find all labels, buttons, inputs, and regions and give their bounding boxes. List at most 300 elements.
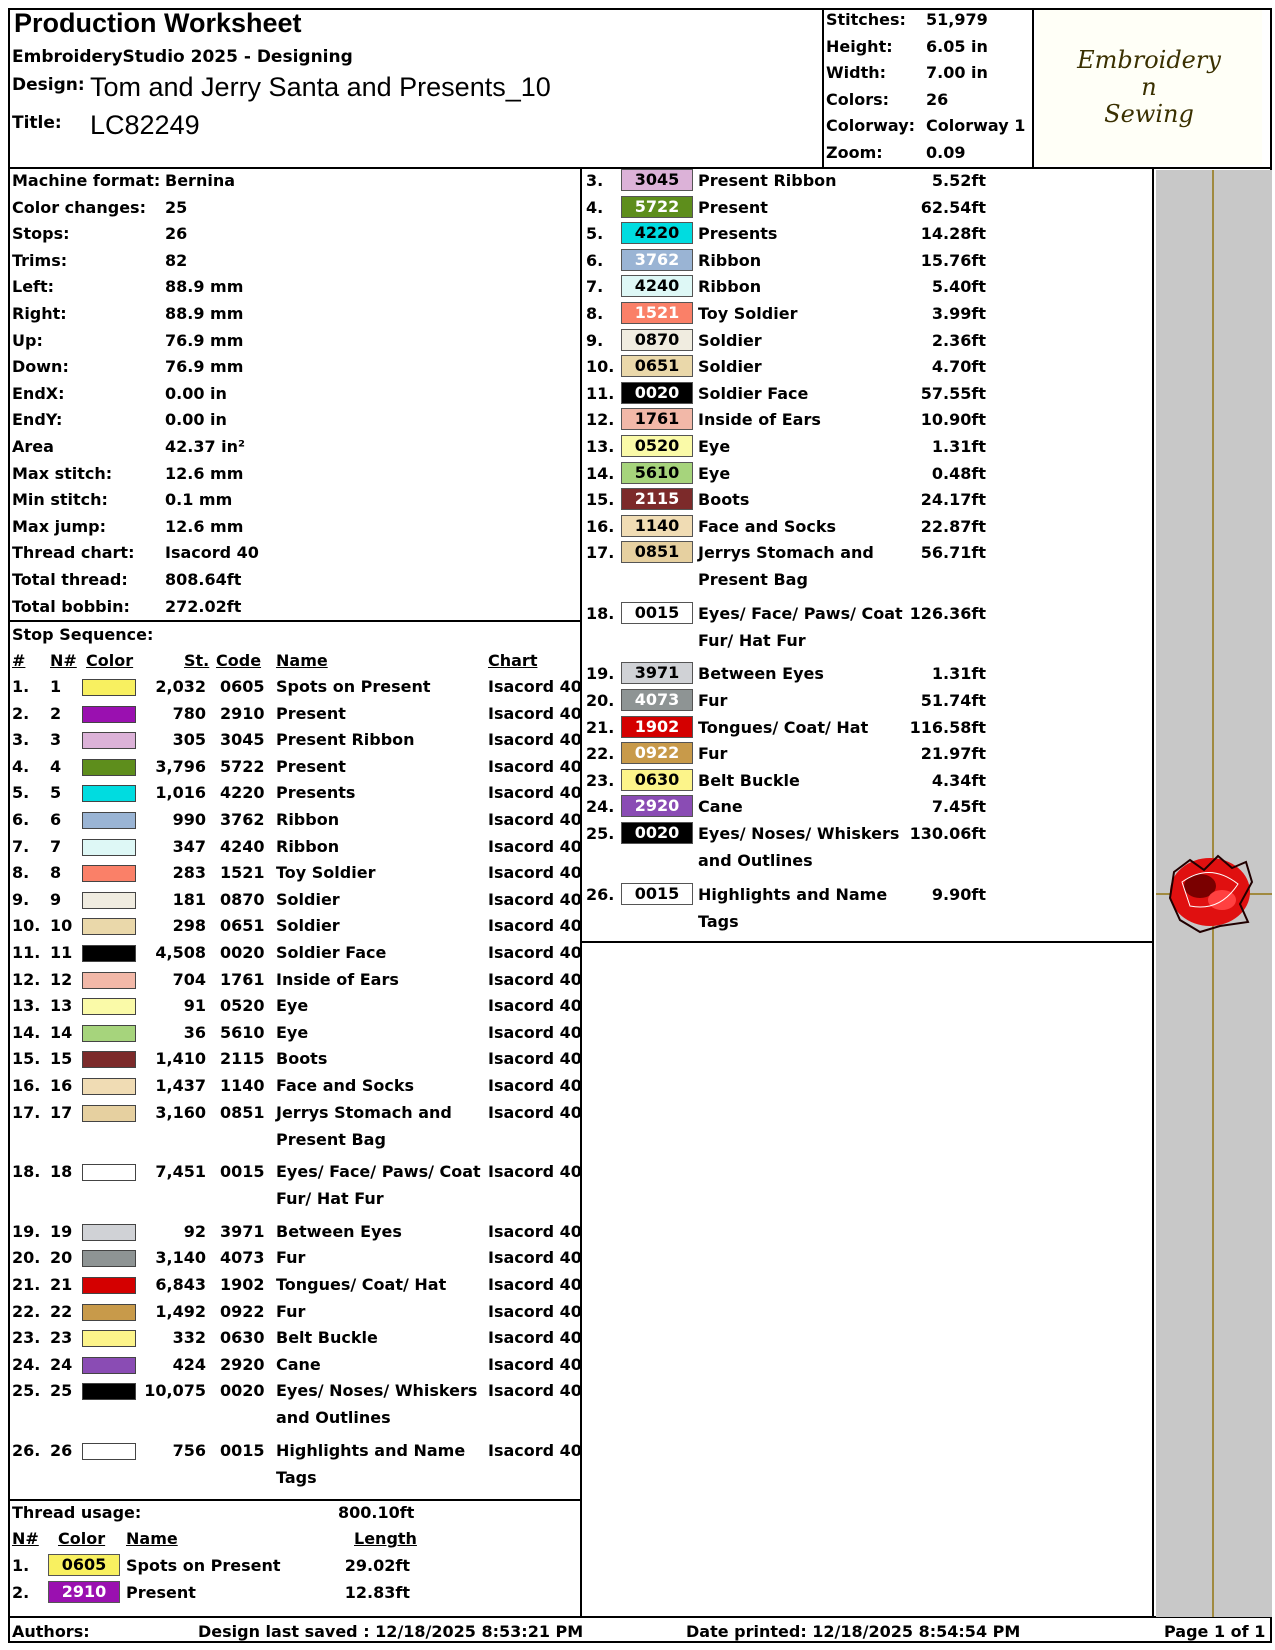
color-name: Eye: [698, 437, 731, 456]
row-needle: 9: [50, 889, 62, 909]
logo: [1036, 10, 1262, 165]
color-length: 130.06ft: [909, 824, 986, 843]
row-chart: Isacord 40: [488, 1301, 582, 1321]
row-code: 4220: [220, 783, 265, 803]
row-name: Present: [276, 703, 346, 723]
color-number: 16.: [586, 516, 615, 536]
row-needle: 4: [50, 756, 62, 776]
row-name: Toy Soldier: [276, 863, 376, 883]
row-name: Inside of Ears: [276, 969, 399, 989]
row-code: 1521: [220, 863, 265, 883]
info-label: Max jump:: [12, 516, 107, 536]
row-needle: 23: [50, 1328, 73, 1348]
color-number: 11.: [586, 383, 615, 403]
color-code-chip: 0922: [621, 742, 693, 764]
row-number: 26.: [12, 1441, 41, 1460]
stats-divider: [822, 8, 824, 168]
row-name: Fur: [276, 1301, 306, 1321]
color-number: 5.: [586, 224, 604, 244]
row-number: 8.: [12, 863, 30, 883]
row-needle: 25: [50, 1381, 73, 1401]
color-number: 8.: [586, 304, 604, 323]
info-value: 76.9 mm: [165, 357, 244, 377]
row-name: Eyes/ Face/ Paws/ Coat: [276, 1162, 481, 1182]
info-label: Machine format:: [12, 171, 161, 190]
color-number: 25.: [586, 824, 615, 843]
usage-header-length: Length: [354, 1529, 417, 1548]
col-header-color: Color: [86, 651, 134, 670]
row-name: Present: [276, 756, 346, 776]
row-needle: 6: [50, 810, 62, 829]
color-swatch: [82, 1357, 136, 1374]
color-code-chip: 4240: [621, 275, 693, 297]
frame-bottom: [8, 1641, 1272, 1643]
row-number: 1.: [12, 677, 30, 696]
color-name: Eyes/ Noses/ Whiskers: [698, 824, 900, 843]
color-number: 4.: [586, 197, 604, 217]
color-length: 56.71ft: [920, 543, 986, 563]
color-code-chip: 5722: [621, 196, 693, 218]
row-stitches: 1,492: [155, 1301, 206, 1321]
row-name: Boots: [276, 1049, 328, 1069]
color-code-chip: 1521: [621, 302, 693, 324]
color-swatch: [82, 972, 136, 989]
color-number: 13.: [586, 437, 615, 456]
info-label: Max stitch:: [12, 463, 113, 483]
color-swatch: [82, 1105, 136, 1122]
row-number: 21.: [12, 1275, 41, 1294]
row-chart: Isacord 40: [488, 1221, 582, 1241]
color-number: 24.: [586, 797, 615, 817]
row-needle: 8: [50, 863, 62, 883]
color-code-chip: 3045: [621, 169, 693, 191]
row-code: 0630: [220, 1328, 265, 1348]
row-number: 22.: [12, 1301, 41, 1321]
info-label: Total bobbin:: [12, 596, 130, 616]
row-number: 23.: [12, 1328, 41, 1348]
color-swatch: [82, 1443, 136, 1460]
sequence-divider: [8, 1499, 581, 1501]
usage-header-n: N#: [12, 1529, 39, 1548]
color-code-chip: 0851: [621, 541, 693, 563]
color-length: 57.55ft: [920, 383, 986, 403]
row-code: 0922: [220, 1301, 265, 1321]
row-code: 0015: [220, 1441, 265, 1460]
color-name: Ribbon: [698, 250, 762, 270]
info-label: EndY:: [12, 410, 63, 430]
col-header-n: N#: [50, 651, 77, 670]
stat-value-colorway: Colorway 1: [926, 116, 1026, 135]
color-length: 21.97ft: [920, 744, 986, 764]
color-name: Fur: [698, 691, 728, 710]
row-stitches: 756: [172, 1441, 206, 1460]
info-label: Trims:: [12, 250, 68, 270]
row-chart: Isacord 40: [488, 783, 582, 803]
usage-name: Spots on Present: [126, 1556, 281, 1575]
row-needle: 12: [50, 969, 73, 989]
color-length: 24.17ft: [920, 490, 986, 510]
info-value: 272.02ft: [165, 596, 242, 616]
info-value: 42.37 in²: [165, 437, 246, 456]
row-chart: Isacord 40: [488, 1328, 582, 1348]
row-code: 3762: [220, 810, 265, 829]
row-number: 24.: [12, 1354, 41, 1374]
color-length: 2.36ft: [931, 330, 986, 350]
row-number: 4.: [12, 756, 30, 776]
row-number: 11.: [12, 943, 41, 962]
row-number: 12.: [12, 969, 41, 989]
row-code: 2910: [220, 703, 265, 723]
color-name: Present: [698, 197, 768, 217]
color-number: 14.: [586, 463, 615, 483]
row-number: 25.: [12, 1381, 41, 1401]
row-chart: Isacord 40: [488, 1102, 582, 1122]
row-needle: 2: [50, 703, 62, 723]
info-value: 12.6 mm: [165, 516, 244, 536]
color-number: 23.: [586, 770, 615, 790]
row-name: Eyes/ Noses/ Whiskers: [276, 1381, 478, 1401]
row-name-continued: and Outlines: [276, 1408, 391, 1428]
row-stitches: 3,140: [155, 1248, 206, 1268]
row-name: Soldier: [276, 889, 340, 909]
preview-divider: [1152, 167, 1154, 1617]
footer-authors: Authors:: [12, 1622, 90, 1641]
row-code: 1761: [220, 969, 265, 989]
info-value: 0.1 mm: [165, 490, 233, 510]
usage-length: 29.02ft: [344, 1556, 410, 1575]
color-name: Ribbon: [698, 277, 762, 297]
color-length: 15.76ft: [920, 250, 986, 270]
color-name: Soldier Face: [698, 383, 809, 403]
color-swatch: [82, 1277, 136, 1294]
color-length: 22.87ft: [920, 516, 986, 536]
row-needle: 5: [50, 783, 62, 803]
color-swatch: [82, 732, 136, 749]
row-chart: Isacord 40: [488, 943, 582, 962]
row-chart: Isacord 40: [488, 1076, 582, 1095]
row-chart: Isacord 40: [488, 810, 582, 829]
footer-page: Page 1 of 1: [1164, 1622, 1266, 1641]
row-stitches: 283: [172, 863, 206, 883]
color-swatch: [82, 1224, 136, 1241]
row-name: Soldier Face: [276, 943, 387, 962]
color-number: 7.: [586, 277, 604, 297]
row-chart: Isacord 40: [488, 1354, 582, 1374]
row-code: 0520: [220, 996, 265, 1016]
color-name: Highlights and Name: [698, 884, 888, 904]
row-stitches: 332: [172, 1328, 206, 1348]
title-label: Title:: [12, 113, 62, 133]
row-stitches: 6,843: [155, 1275, 206, 1294]
page-title: Production Worksheet: [14, 8, 302, 38]
row-needle: 16: [50, 1076, 73, 1095]
color-length: 5.40ft: [931, 277, 986, 297]
color-code-chip: 1902: [621, 716, 693, 738]
color-length: 3.99ft: [931, 304, 986, 323]
row-name: Face and Socks: [276, 1076, 415, 1095]
row-code: 0020: [220, 943, 265, 962]
color-number: 10.: [586, 357, 615, 377]
info-value: 26: [165, 224, 188, 244]
color-swatch: [82, 892, 136, 909]
col-header-st: St.: [184, 651, 210, 670]
row-chart: Isacord 40: [488, 1162, 582, 1182]
row-code: 0851: [220, 1102, 265, 1122]
row-stitches: 2,032: [155, 677, 206, 696]
color-length: 9.90ft: [931, 884, 986, 904]
color-code-chip: 0020: [621, 382, 693, 404]
color-number: 21.: [586, 717, 615, 737]
stat-label-height: Height:: [826, 37, 893, 56]
row-code: 5610: [220, 1022, 265, 1042]
row-name: Soldier: [276, 916, 340, 936]
color-number: 15.: [586, 490, 615, 510]
color-name: Eye: [698, 463, 731, 483]
usage-number: 2.: [12, 1582, 30, 1602]
info-label: Total thread:: [12, 570, 128, 589]
color-number: 17.: [586, 543, 615, 563]
color-number: 26.: [586, 884, 615, 904]
row-code: 2115: [220, 1049, 265, 1069]
color-number: 9.: [586, 330, 604, 350]
row-stitches: 92: [183, 1221, 206, 1241]
color-swatch: [82, 706, 136, 723]
color-swatch: [82, 998, 136, 1015]
color-code-chip: 2920: [621, 795, 693, 817]
info-value: Bernina: [165, 171, 235, 190]
row-number: 16.: [12, 1076, 41, 1095]
row-name-continued: Fur/ Hat Fur: [276, 1189, 384, 1209]
row-number: 14.: [12, 1022, 41, 1042]
thread-usage-total: 800.10ft: [338, 1503, 415, 1522]
info-value: Isacord 40: [165, 543, 259, 563]
row-stitches: 91: [183, 996, 206, 1016]
row-needle: 10: [50, 916, 73, 936]
stop-sequence-title: Stop Sequence:: [12, 625, 154, 644]
color-number: 6.: [586, 250, 604, 270]
color-swatch: [82, 1250, 136, 1267]
color-name: Cane: [698, 797, 743, 817]
color-name: Soldier: [698, 330, 762, 350]
row-number: 10.: [12, 916, 41, 936]
row-stitches: 3,160: [155, 1102, 206, 1122]
row-stitches: 10,075: [144, 1381, 206, 1401]
row-needle: 24: [50, 1354, 73, 1374]
color-length: 7.45ft: [931, 797, 986, 817]
row-number: 7.: [12, 836, 30, 856]
usage-name: Present: [126, 1582, 196, 1602]
design-thumbnail: [1160, 842, 1260, 938]
thread-usage-title: Thread usage:: [12, 1503, 142, 1522]
color-name-continued: and Outlines: [698, 851, 813, 870]
color-code-chip: 1761: [621, 408, 693, 430]
stat-label-colors: Colors:: [826, 90, 890, 109]
logo-line-3: Sewing: [1104, 100, 1194, 128]
row-chart: Isacord 40: [488, 996, 582, 1016]
logo-divider: [1032, 8, 1034, 168]
row-code: 4073: [220, 1248, 265, 1268]
row-needle: 17: [50, 1102, 73, 1122]
info-label: EndX:: [12, 383, 65, 403]
row-name: Cane: [276, 1354, 321, 1374]
color-number: 22.: [586, 744, 615, 764]
color-code-chip: 4220: [621, 222, 693, 244]
color-number: 3.: [586, 171, 604, 190]
row-number: 5.: [12, 783, 30, 803]
usage-header-name: Name: [126, 1529, 178, 1548]
row-needle: 26: [50, 1441, 73, 1460]
info-label: Thread chart:: [12, 543, 135, 563]
color-code-chip: 3762: [621, 249, 693, 271]
row-stitches: 7,451: [155, 1162, 206, 1182]
usage-number: 1.: [12, 1556, 30, 1575]
row-chart: Isacord 40: [488, 756, 582, 776]
color-swatch: [82, 812, 136, 829]
col-header-name: Name: [276, 651, 328, 670]
color-swatch: [82, 865, 136, 882]
row-code: 1140: [220, 1076, 265, 1095]
color-name-continued: Present Bag: [698, 570, 808, 590]
color-name: Eyes/ Face/ Paws/ Coat: [698, 603, 903, 623]
color-swatch: [82, 945, 136, 962]
stat-value-stitches: 51,979: [926, 10, 988, 29]
row-stitches: 990: [172, 810, 206, 829]
row-stitches: 1,437: [155, 1076, 206, 1095]
row-chart: Isacord 40: [488, 836, 582, 856]
row-chart: Isacord 40: [488, 703, 582, 723]
row-chart: Isacord 40: [488, 916, 582, 936]
color-swatch: [82, 1078, 136, 1095]
color-swatch: [82, 1330, 136, 1347]
row-name-continued: Tags: [276, 1468, 317, 1487]
color-name: Face and Socks: [698, 516, 837, 536]
color-name: Tongues/ Coat/ Hat: [698, 717, 869, 737]
row-name: Ribbon: [276, 836, 340, 856]
info-value: 82: [165, 250, 188, 270]
row-name: Eye: [276, 1022, 309, 1042]
color-swatch: [82, 1383, 136, 1400]
row-stitches: 424: [172, 1354, 206, 1374]
row-chart: Isacord 40: [488, 969, 582, 989]
usage-length: 12.83ft: [344, 1582, 410, 1602]
row-name: Highlights and Name: [276, 1441, 466, 1460]
row-number: 3.: [12, 730, 30, 750]
stat-label-zoom: Zoom:: [826, 143, 883, 162]
row-code: 3971: [220, 1221, 265, 1241]
row-code: 2920: [220, 1354, 265, 1374]
color-name: Presents: [698, 224, 778, 244]
color-code-chip: 0015: [621, 602, 693, 624]
row-stitches: 36: [183, 1022, 206, 1042]
color-list-divider: [581, 941, 1153, 943]
info-value: 25: [165, 197, 188, 217]
row-number: 20.: [12, 1248, 41, 1268]
color-length: 0.48ft: [931, 463, 986, 483]
row-stitches: 3,796: [155, 756, 206, 776]
row-name-continued: Present Bag: [276, 1129, 386, 1149]
row-number: 15.: [12, 1049, 41, 1069]
row-number: 19.: [12, 1221, 41, 1241]
row-needle: 14: [50, 1022, 73, 1042]
footer-date-printed: Date printed: 12/18/2025 8:54:54 PM: [686, 1622, 1021, 1641]
color-name: Boots: [698, 490, 750, 510]
row-stitches: 347: [172, 836, 206, 856]
row-name: Presents: [276, 783, 356, 803]
row-number: 2.: [12, 703, 30, 723]
row-stitches: 704: [172, 969, 206, 989]
row-needle: 18: [50, 1162, 73, 1182]
color-swatch: [82, 839, 136, 856]
color-code-chip: 3971: [621, 662, 693, 684]
info-value: 76.9 mm: [165, 330, 244, 350]
color-length: 116.58ft: [909, 717, 986, 737]
usage-color-chip: 0605: [48, 1554, 120, 1576]
logo-line-2: n: [1141, 73, 1157, 101]
info-label: Down:: [12, 357, 69, 377]
row-stitches: 780: [172, 703, 206, 723]
color-code-chip: 2115: [621, 488, 693, 510]
color-code-chip: 0870: [621, 329, 693, 351]
color-number: 20.: [586, 691, 615, 710]
stat-label-colorway: Colorway:: [826, 116, 916, 135]
color-swatch: [82, 785, 136, 802]
row-needle: 3: [50, 730, 62, 750]
color-swatch: [82, 1025, 136, 1042]
color-name: Soldier: [698, 357, 762, 377]
row-stitches: 305: [172, 730, 206, 750]
info-label: Color changes:: [12, 197, 146, 217]
info-value: 12.6 mm: [165, 463, 244, 483]
color-number: 12.: [586, 410, 615, 430]
row-code: 3045: [220, 730, 265, 750]
row-chart: Isacord 40: [488, 863, 582, 883]
footer-last-saved: Design last saved : 12/18/2025 8:53:21 PM: [198, 1622, 584, 1641]
info-divider: [8, 620, 581, 622]
info-label: Stops:: [12, 224, 70, 244]
frame-left: [8, 8, 10, 1643]
color-name: Belt Buckle: [698, 770, 800, 790]
row-code: 0020: [220, 1381, 265, 1401]
color-code-chip: 0651: [621, 355, 693, 377]
row-name: Eye: [276, 996, 309, 1016]
row-name: Belt Buckle: [276, 1328, 378, 1348]
color-code-chip: 5610: [621, 462, 693, 484]
color-name: Toy Soldier: [698, 304, 798, 323]
row-number: 17.: [12, 1102, 41, 1122]
row-code: 4240: [220, 836, 265, 856]
color-number: 19.: [586, 664, 615, 684]
info-label: Left:: [12, 277, 55, 297]
color-name: Inside of Ears: [698, 410, 821, 430]
color-name: Fur: [698, 744, 728, 764]
row-chart: Isacord 40: [488, 889, 582, 909]
row-needle: 15: [50, 1049, 73, 1069]
app-name: EmbroideryStudio 2025 - Designing: [12, 47, 353, 67]
color-swatch: [82, 1304, 136, 1321]
row-number: 9.: [12, 889, 30, 909]
usage-color-chip: 2910: [48, 1581, 120, 1603]
logo-line-1: Embroidery: [1077, 46, 1221, 74]
footer-divider: [8, 1616, 1272, 1618]
row-chart: Isacord 40: [488, 730, 582, 750]
color-swatch: [82, 759, 136, 776]
usage-header-color: Color: [58, 1529, 106, 1548]
row-needle: 20: [50, 1248, 73, 1268]
color-length: 4.34ft: [931, 770, 986, 790]
info-value: 88.9 mm: [165, 277, 244, 297]
color-code-chip: 0015: [621, 883, 693, 905]
color-name: Between Eyes: [698, 664, 824, 684]
